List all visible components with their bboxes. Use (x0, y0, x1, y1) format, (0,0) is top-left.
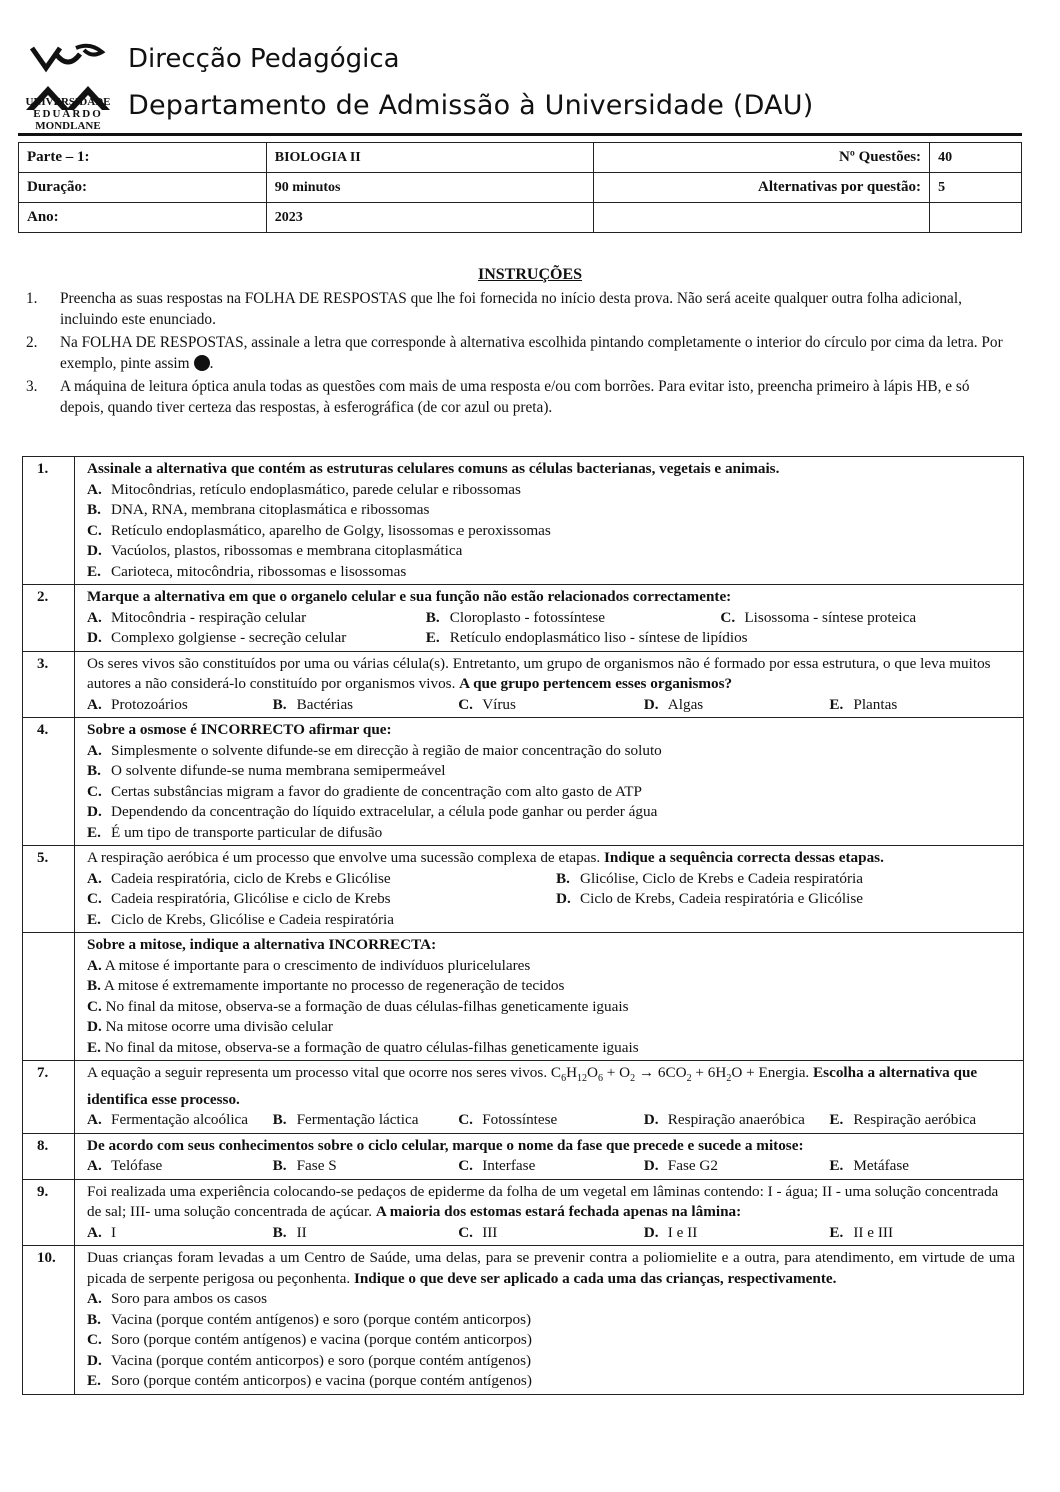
option: E. É um tipo de transporte particular de difusão (87, 823, 383, 841)
option: B. II (272, 1223, 307, 1241)
option: D. Complexo golgiense - secreção celular (87, 629, 347, 646)
option: A. Protozoários (87, 695, 188, 713)
option: B. O solvente difunde-se numa membrana semipermeável (87, 762, 446, 779)
question-stem: Sobre a mitose, indique a alternativa INCORRECTA: (87, 936, 437, 953)
option: A. Telófase (87, 1157, 163, 1175)
question-6 (23, 933, 1023, 1061)
instructions-title: INSTRUÇÕES (477, 266, 583, 283)
parte-label: Parte – 1: (19, 143, 267, 173)
option: D. I e II (643, 1223, 698, 1241)
instruction-item: 2. Na FOLHA DE RESPOSTAS, assinale a letra que corresponde à alternativa escolhida pintando completamente o interior do círculo por cima da letra. Por exemplo, pinte assim . (26, 334, 1003, 372)
option: A. Simplesmente o solvente difunde-se em direcção à região de maior concentração do soluto (87, 741, 662, 759)
question-10: 10. Duas crianças foram levadas a um Centro de Saúde, uma delas, para se prevenir contra a poliomielite e a outra, para atendimento, em virtude de uma picada de serpente perigosa ou peçonhenta. Indique o que deve ser aplicado a cada uma das crianças, respectivamente. A. Soro para ambos os casos B. Vacina (porque contém antígenos) e soro (porque contém anticorpos) C. Soro (porque contém antígenos) e vacina (porque contém anticorpos) D. Vacina (porque contém anticorpos) e soro (porque contém antígenos) E. Soro (porque contém anticorpos) e vacina (porque contém antígenos) (23, 1246, 1023, 1394)
duracao-value: 90 minutos (266, 173, 594, 203)
option: A. Mitocôndrias, retículo endoplasmático, parede celular e ribossomas (87, 480, 521, 498)
option: D. Na mitose ocorre uma divisão celular (87, 1018, 333, 1035)
option: B. Glicólise, Ciclo de Krebs e Cadeia respiratória (556, 869, 863, 887)
instruction-item: 3. A máquina de leitura óptica anula todas as questões com mais de uma resposta e/ou com borrões. Para evitar isto, preencha primeiro à lápis HB, e só depois, quando tiver certeza das respostas, à esferográfica (de cor azul ou preta). (26, 378, 970, 416)
option: E. Soro (porque contém anticorpos) e vacina (porque contém antígenos) (87, 1372, 532, 1390)
option: A. A mitose é importante para o crescimento de indivíduos pluricelulares (87, 956, 531, 974)
option: E. Ciclo de Krebs, Glicólise e Cadeia respiratória (87, 910, 394, 928)
option: D. Vacina (porque contém anticorpos) e soro (porque contém antígenos) (87, 1351, 532, 1369)
option: C. Retículo endoplasmático, aparelho de Golgy, lisossomas e peroxissomas (87, 521, 551, 539)
option: E. No final da mitose, observa-se a formação de quatro células-filhas geneticamente iguais (87, 1038, 639, 1056)
questions-table (22, 456, 1024, 1395)
option: B. DNA, RNA, membrana citoplasmática e ribossomas (87, 501, 430, 518)
chemical-equation: $C_6H_{12}O_6 + O_2 \to 6CO_2 + 6H_2O$ + Energia. (550, 1064, 810, 1085)
alternativas-label: Alternativas por questão: (594, 173, 930, 203)
option: C. Soro (porque contém antígenos) e vacina (porque contém anticorpos) (87, 1331, 532, 1349)
option: C. III (458, 1223, 498, 1241)
option: A. Cadeia respiratória, ciclo de Krebs e Glicólise (87, 869, 391, 887)
header-title: Direcção Pedagógica (128, 44, 400, 74)
option: D. Respiração anaeróbica (643, 1111, 805, 1129)
alternativas-value: 5 (930, 173, 1022, 203)
option: C. Cadeia respiratória, Glicólise e ciclo de Krebs (87, 890, 391, 907)
question-7: 7. A equação a seguir representa um processo vital que ocorre nos seres vivos. $C_6H_{12}O_6 + O_2 \to 6CO_2 + 6H_2O$ + Energia. Escolha a alternativa que identifica esse processo. A. Fermentação alcoólica B. Fermentação láctica C. Fotossíntese D. Respiração anaeróbica E. Respiração aeróbica (23, 1061, 1023, 1134)
option: B. Fase S (272, 1157, 337, 1175)
option: D. Fase G2 (643, 1157, 718, 1175)
option: B. A mitose é extremamente importante no processo de regeneração de tecidos (87, 977, 565, 994)
option: C. Certas substâncias migram a favor do gradiente de concentração com alto gasto de ATP (87, 782, 642, 800)
option: E. Plantas (829, 695, 898, 713)
option: C. Fotossíntese (458, 1111, 558, 1129)
exam-info-table (18, 142, 1022, 233)
question-5: 5. A respiração aeróbica é um processo que envolve uma sucessão complexa de etapas. Indique a sequência correcta dessas etapas. A. Cadeia respiratória, ciclo de Krebs e Glicólise B. Glicólise, Ciclo de Krebs e Cadeia respiratória C. Cadeia respiratória, Glicólise e ciclo de Krebs D. Ciclo de Krebs, Cadeia respiratória e Glicólise E. Ciclo de Krebs, Glicólise e Cadeia respiratória (23, 846, 1023, 933)
option: D. Algas (643, 695, 704, 713)
nquestoes-label: Nº Questões: (594, 143, 930, 173)
option: C. Lisossoma - síntese proteica (720, 608, 917, 626)
option: D. Dependendo da concentração do líquido extracelular, a célula pode ganhar ou perder água (87, 803, 658, 820)
option: B. Bactérias (272, 695, 354, 713)
question-stem: Sobre a osmose é INCORRECTO afirmar que: (87, 721, 392, 738)
question-4: 4. Sobre a osmose é INCORRECTO afirmar que: A. Simplesmente o solvente difunde-se em direcção à região de maior concentração do soluto B. O solvente difunde-se numa membrana semipermeável C. Certas substâncias migram a favor do gradiente de concentração com alto gasto de ATP D. Dependendo da concentração do líquido extracelular, a célula pode ganhar ou perder água E. É um tipo de transporte particular de difusão (23, 718, 1023, 846)
question-stem: Marque a alternativa em que o organelo celular e sua função não estão relacionados correctamente: (87, 588, 732, 605)
question-stem: De acordo com seus conhecimentos sobre o ciclo celular, marque o nome da fase que precede e sucede a mitose: (87, 1136, 804, 1154)
option: C. No final da mitose, observa-se a formação de duas células-filhas geneticamente iguais (87, 997, 629, 1015)
option: C. Interfase (458, 1157, 536, 1175)
option: A. Soro para ambos os casos (87, 1290, 268, 1308)
option: E. Carioteca, mitocôndria, ribossomas e lisossomas (87, 562, 407, 580)
ano-value: 2023 (266, 203, 594, 233)
option: E. Respiração aeróbica (829, 1111, 977, 1129)
option: E. II e III (829, 1223, 893, 1241)
option: E. Retículo endoplasmático liso - síntese de lipídios (425, 629, 748, 646)
option: C. Vírus (458, 695, 516, 713)
nquestoes-value: 40 (930, 143, 1022, 173)
question-8: 8. De acordo com seus conhecimentos sobre o ciclo celular, marque o nome da fase que precede e sucede a mitose: A. Telófase B. Fase S C. Interfase D. Fase G2 E. Metáfase (23, 1134, 1023, 1180)
option: D. Ciclo de Krebs, Cadeia respiratória e Glicólise (556, 890, 863, 907)
question-9: 9. Foi realizada uma experiência colocando-se pedaços de epiderme da folha de um vegetal em lâminas contendo: I - água; II - uma solução concentrada de sal; III- uma solução concentrada de açúcar. A maioria dos estomas estará fechada apenas na lâmina: A. I B. II C. III D. I e II E. II e III (23, 1180, 1023, 1247)
question-2: 2. Marque a alternativa em que o organelo celular e sua função não estão relacionados correctamente: A. Mitocôndria - respiração celular B. Cloroplasto - fotossíntese C. Lisossoma - síntese proteica D. Complexo golgiense - secreção celular E. Retículo endoplasmático liso - síntese de lipídios (23, 585, 1023, 652)
option: B. Fermentação láctica (272, 1111, 419, 1129)
question-stem: Assinale a alternativa que contém as estruturas celulares comuns as células bacterianas, vegetais e animais. (87, 460, 780, 477)
instructions-list (26, 288, 1016, 420)
option: B. Vacina (porque contém antígenos) e soro (porque contém anticorpos) (87, 1310, 532, 1328)
option: A. I (87, 1223, 117, 1241)
duracao-label: Duração: (19, 173, 267, 203)
option: E. Metáfase (829, 1157, 910, 1175)
question-1: 1. Assinale a alternativa que contém as estruturas celulares comuns as células bacterianas, vegetais e animais. A. Mitocôndrias, retículo endoplasmático, parede celular e ribossomas B. DNA, RNA, membrana citoplasmática e ribossomas C. Retículo endoplasmático, aparelho de Golgy, lisossomas e peroxissomas D. Vacúolos, plastos, ribossomas e membrana citoplasmática E. Carioteca, mitocôndria, ribossomas e lisossomas (23, 457, 1023, 585)
option: D. Vacúolos, plastos, ribossomas e membrana citoplasmática (87, 542, 463, 559)
option: A. Mitocôndria - respiração celular (87, 608, 307, 626)
header-divider (18, 133, 1022, 136)
option: A. Fermentação alcoólica (87, 1111, 249, 1129)
question-3: 3. Os seres vivos são constituídos por uma ou várias célula(s). Entretanto, um grupo de organismos não é formado por essa estrutura, o que leva muitos autores a não considerá-lo constituído por organismos vivos. A que grupo pertencem esses organismos? A. Protozoários B. Bactérias C. Vírus D. Algas E. Plantas (23, 652, 1023, 719)
header-subtitle: Departamento de Admissão à Universidade (DAU) (128, 90, 814, 121)
ano-label: Ano: (19, 203, 267, 233)
filled-circle-icon (194, 355, 210, 371)
parte-value: BIOLOGIA II (266, 143, 594, 173)
instruction-item: 1. Preencha as suas respostas na FOLHA DE RESPOSTAS que lhe foi fornecida no início desta prova. Não será aceite qualquer outra folha adicional, incluindo este enunciado. (26, 290, 962, 328)
logo-text: UNIVERSIDADE EDUARDO MONDLANE (25, 96, 111, 132)
option: B. Cloroplasto - fotossíntese (425, 608, 606, 626)
